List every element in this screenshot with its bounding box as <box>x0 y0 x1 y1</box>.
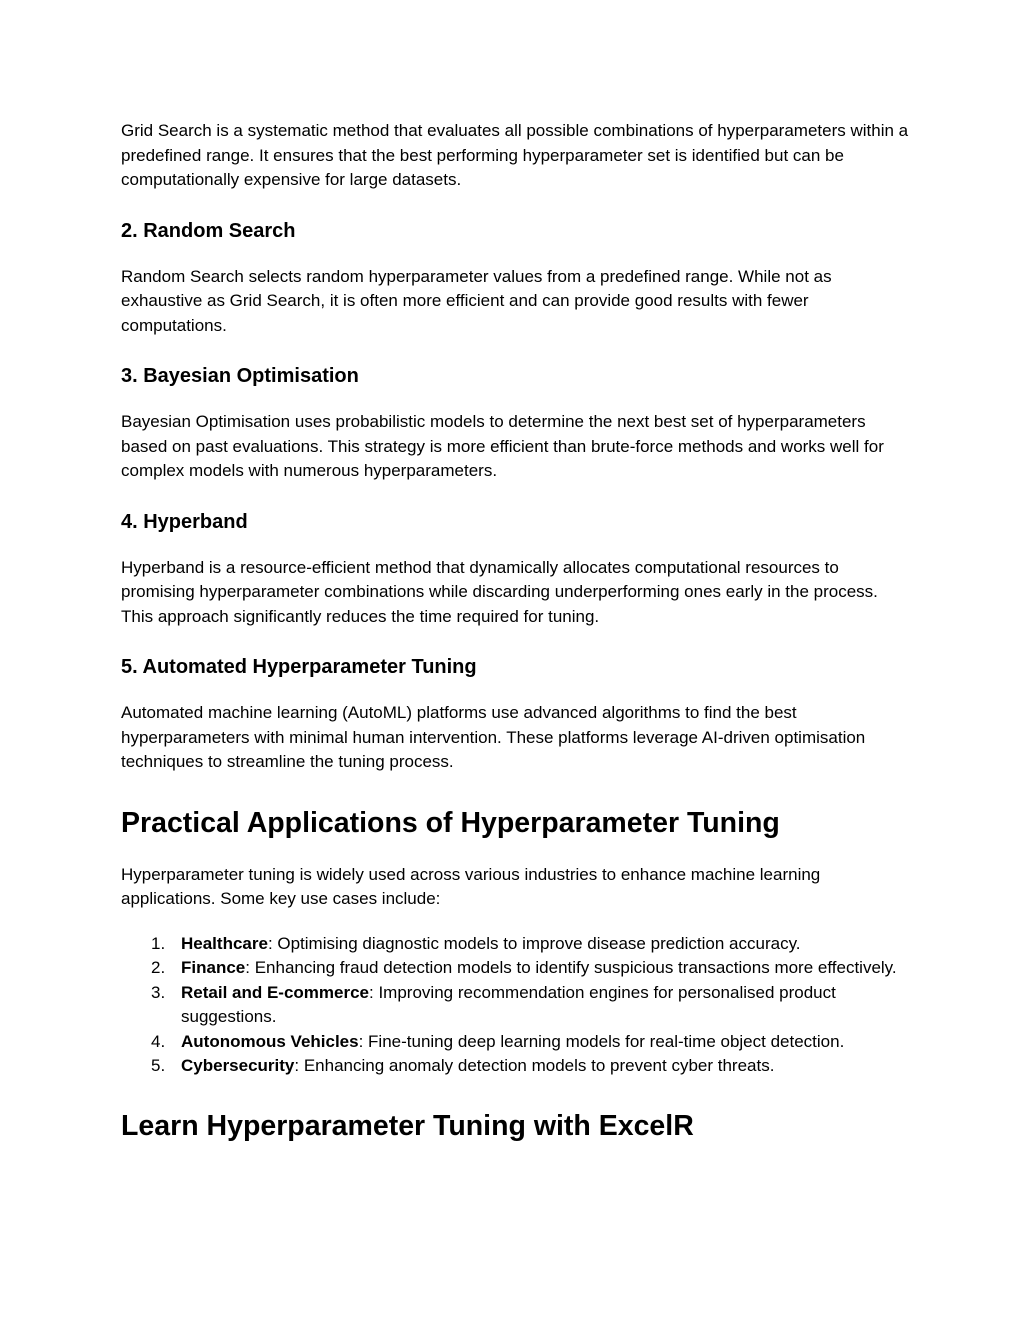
list-item-description: : Optimising diagnostic models to improve disease prediction accuracy. <box>267 933 801 953</box>
list-item <box>121 1054 911 1079</box>
list-item-description: : Enhancing anomaly detection models to prevent cyber threats. <box>294 1056 775 1075</box>
list-item-term: Finance <box>181 958 246 977</box>
random-search-paragraph: Random Search selects random hyperparameter values from a predefined range. While not as exhaustive as Grid Search, it is often more efficient and can provide good results with fewer computations. <box>121 266 832 335</box>
automated-tuning-paragraph: Automated machine learning (AutoML) platforms use advanced algorithms to find the best hyperparameters with minimal human intervention. These platforms leverage AI-driven optimisation techniques to streamline the tuning process. <box>121 703 866 771</box>
bayesian-optimisation-paragraph: Bayesian Optimisation uses probabilistic models to determine the next best set of hyperparameters based on past evaluations. This strategy is more efficient than brute-force methods and works well for complex models with numerous hyperparameters. <box>121 412 884 480</box>
hyperband-heading: 4. Hyperband <box>121 510 248 533</box>
learn-tuning-heading: Learn Hyperparameter Tuning with ExcelR <box>121 1109 694 1142</box>
use-cases-list <box>121 932 911 1079</box>
practical-applications-intro: Hyperparameter tuning is widely used across various industries to enhance machine learning applications. Some key use cases include: <box>121 864 821 908</box>
random-search-heading: 2. Random Search <box>121 219 296 242</box>
list-item-term: Autonomous Vehicles <box>181 1031 359 1051</box>
list-item-number: 1. <box>151 933 166 953</box>
automated-tuning-heading: 5. Automated Hyperparameter Tuning <box>121 656 477 678</box>
list-item-description: : Enhancing fraud detection models to identify suspicious transactions more effectively. <box>245 958 897 977</box>
list-item-description: : Improving recommendation engines for personalised product suggestions. <box>181 982 836 1026</box>
list-item-term: Healthcare <box>181 933 268 953</box>
list-item-number: 4. <box>151 1031 166 1051</box>
list-item <box>121 932 911 957</box>
list-item <box>121 981 911 1030</box>
list-item-number: 5. <box>151 1056 166 1075</box>
document-page <box>121 119 911 1143</box>
list-item-term: Retail and E-commerce <box>181 982 370 1002</box>
list-item-number: 3. <box>151 982 166 1002</box>
list-item <box>121 956 911 981</box>
list-item-number: 2. <box>151 958 166 977</box>
hyperband-paragraph: Hyperband is a resource-efficient method that dynamically allocates computational resources to promising hyperparameter combinations while discarding underperforming ones early in the process. This approach significantly reduces the time required for tuning. <box>121 557 878 626</box>
list-item-description: : Fine-tuning deep learning models for real-time object detection. <box>358 1031 845 1051</box>
list-item-term: Cybersecurity <box>181 1056 295 1075</box>
grid-search-paragraph: Grid Search is a systematic method that evaluates all possible combinations of hyperparameters within a predefined range. It ensures that the best performing hyperparameter set is identified but can be computationally expensive for large datasets. <box>121 121 909 189</box>
bayesian-optimisation-heading: 3. Bayesian Optimisation <box>121 365 359 387</box>
list-item <box>121 1030 911 1055</box>
practical-applications-heading: Practical Applications of Hyperparameter Tuning <box>121 806 780 839</box>
